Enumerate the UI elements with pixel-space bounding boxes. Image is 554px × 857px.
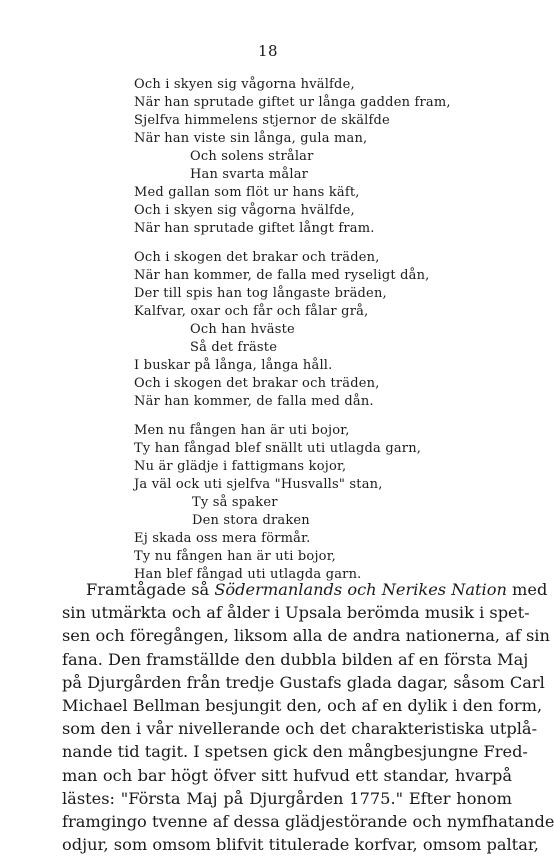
poem-line: Han svarta målar xyxy=(190,167,309,182)
prose-line: man och bar högt öfver sitt hufvud ett standar, hvarpå xyxy=(62,765,512,785)
poem-line: Med gallan som flöt ur hans käft, xyxy=(134,185,360,200)
prose-line: Michael Bellman besjungit den, och af en dylik i den form, xyxy=(62,695,543,715)
page-number: 18 xyxy=(257,42,279,60)
poem-line: Sjelfva himmelens stjernor de skälfde xyxy=(134,113,390,128)
prose-line: odjur, som omsom blifvit titulerade korfvar, omsom paltar, xyxy=(62,835,539,855)
poem-line: Ty så spaker xyxy=(192,495,278,510)
poem-line: Der till spis han tog långaste bräden, xyxy=(134,286,387,301)
poem-line: Och solens strålar xyxy=(190,149,314,164)
poem-line: Och i skyen sig vågorna hvälfde, xyxy=(134,77,355,92)
poem-line: När han viste sin långa, gula man, xyxy=(134,131,368,146)
poem-line: Och i skogen det brakar och träden, xyxy=(134,376,380,391)
prose-line: lästes: "Första Maj på Djurgården 1775." Efter honom xyxy=(62,788,512,808)
nation-name: Södermanlands och Nerikes Nation xyxy=(214,580,507,599)
poem-line: Kalfvar, oxar och får och fålar grå, xyxy=(134,304,369,319)
poem-line: Så det fräste xyxy=(190,340,278,355)
poem xyxy=(134,76,474,595)
prose-line: fana. Den framställde den dubbla bilden af en första Maj xyxy=(62,649,529,669)
poem-line: Nu är glädje i fattigmans kojor, xyxy=(134,459,347,474)
poem-line: Den stora draken xyxy=(192,513,310,528)
stanza-2 xyxy=(134,249,474,411)
poem-line: Ty han fångad blef snällt uti utlagda garn, xyxy=(134,441,422,456)
poem-line: Han blef fångad uti utlagda garn. xyxy=(134,567,362,582)
prose-line: på Djurgården från tredje Gustafs glada dagar, såsom Carl xyxy=(62,672,545,692)
stanza-1 xyxy=(134,76,474,238)
prose-text: Framtågade så xyxy=(86,580,215,599)
poem-line: Ej skada oss mera förmår. xyxy=(134,531,311,546)
prose-line: framgingo tvenne af dessa glädjestörande och nymfhatande xyxy=(62,811,554,831)
prose-paragraph xyxy=(62,578,554,856)
poem-line: Och i skogen det brakar och träden, xyxy=(134,250,380,265)
prose-text: med xyxy=(506,580,548,599)
poem-line: När han sprutade giftet långt fram. xyxy=(134,221,375,236)
poem-line: Och han hväste xyxy=(190,322,295,337)
poem-line: Och i skyen sig vågorna hvälfde, xyxy=(134,203,355,218)
stanza-3 xyxy=(134,422,474,584)
prose-line: nande tid tagit. I spetsen gick den mångbesjungne Fred- xyxy=(62,742,528,762)
prose-line: som den i vår nivellerande och det charakteristiska utplå- xyxy=(62,719,538,739)
poem-line: När han kommer, de falla med ryseligt dån, xyxy=(134,268,430,283)
poem-line: Men nu fången han är uti bojor, xyxy=(134,423,350,438)
poem-line: Ty nu fången han är uti bojor, xyxy=(134,549,337,564)
prose-line xyxy=(62,578,548,601)
poem-line: Ja väl ock uti sjelfva "Husvalls" stan, xyxy=(134,477,383,492)
prose-line: sin utmärkta och af ålder i Upsala berömda musik i spet- xyxy=(62,603,530,623)
poem-line: I buskar på långa, långa håll. xyxy=(134,358,333,373)
poem-line: När han sprutade giftet ur långa gadden fram, xyxy=(134,95,451,110)
poem-line: När han kommer, de falla med dån. xyxy=(134,394,374,409)
prose-line: sen och föregången, liksom alla de andra nationerna, af sin xyxy=(62,626,550,646)
